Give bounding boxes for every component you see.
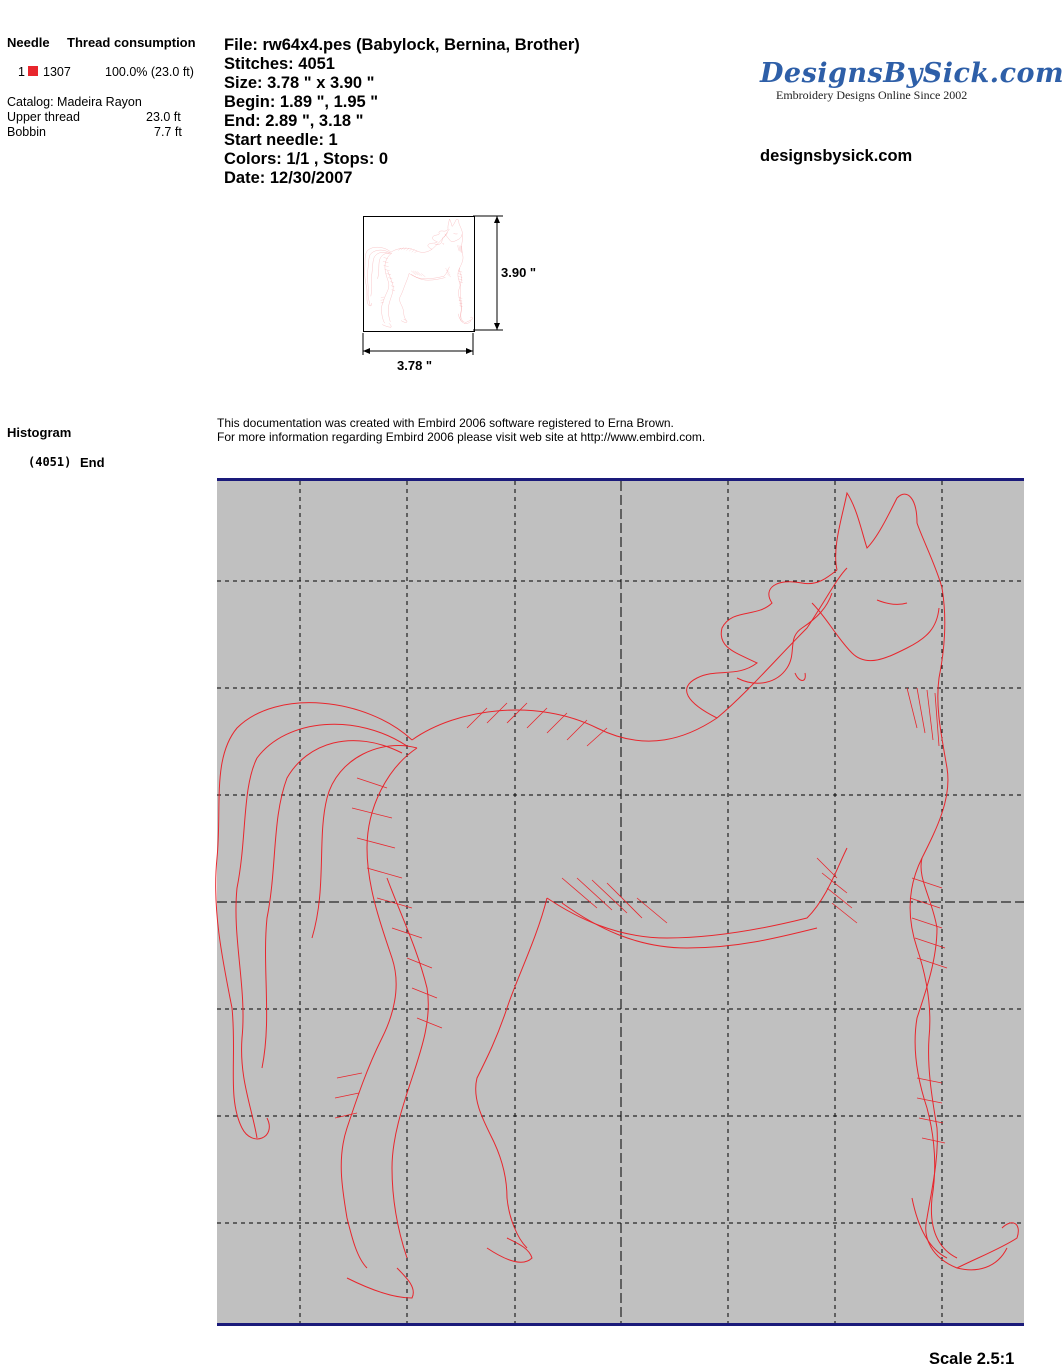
thread-code: 1307 bbox=[43, 65, 71, 79]
bobbin-label: Bobbin bbox=[7, 125, 46, 139]
needle-header: Needle bbox=[7, 35, 50, 50]
brand-tagline: Embroidery Designs Online Since 2002 bbox=[776, 88, 968, 102]
thread-color-swatch bbox=[28, 66, 38, 76]
website-label: designsbysick.com bbox=[760, 147, 913, 165]
brand-logo: DesignsBySick.com bbox=[760, 58, 1064, 89]
design-canvas bbox=[217, 478, 1024, 1326]
notice-line-2: For more information regarding Embird 2006 please visit web site at http://www.embird.com. bbox=[217, 430, 706, 444]
notice-line-1: This documentation was created with Embird 2006 software registered to Erna Brown. bbox=[217, 416, 674, 430]
stitches-line: Stitches: 4051 bbox=[224, 55, 335, 73]
scale-label: Scale 2.5:1 bbox=[929, 1350, 1015, 1368]
histogram-end: End bbox=[80, 455, 105, 470]
file-line: File: rw64x4.pes (Babylock, Bernina, Brother) bbox=[224, 36, 580, 54]
histogram-count: (4051) bbox=[28, 455, 72, 469]
dimension-lines bbox=[360, 213, 510, 358]
size-line: Size: 3.78 " x 3.90 " bbox=[224, 74, 375, 92]
width-dimension: 3.78 " bbox=[397, 358, 433, 373]
needle-number: 1 bbox=[18, 65, 25, 79]
horse-stitch-design bbox=[216, 493, 1019, 1298]
end-line: End: 2.89 ", 3.18 " bbox=[224, 112, 364, 130]
bobbin-value: 7.7 ft bbox=[154, 125, 182, 139]
date-line: Date: 12/30/2007 bbox=[224, 169, 353, 187]
catalog-label: Catalog: Madeira Rayon bbox=[7, 95, 142, 109]
software-notice bbox=[217, 416, 705, 444]
center-lines bbox=[217, 481, 1024, 1323]
design-info bbox=[224, 36, 580, 188]
histogram-title: Histogram bbox=[7, 425, 72, 440]
design-grid-and-stitches bbox=[217, 478, 1024, 1326]
begin-line: Begin: 1.89 ", 1.95 " bbox=[224, 93, 379, 111]
thread-percent: 100.0% (23.0 ft) bbox=[105, 65, 194, 79]
upper-thread-label: Upper thread bbox=[7, 110, 80, 124]
thread-consumption-header: Thread consumption bbox=[67, 35, 196, 50]
height-dimension: 3.90 " bbox=[501, 265, 537, 280]
start-needle-line: Start needle: 1 bbox=[224, 131, 338, 149]
upper-thread-value: 23.0 ft bbox=[146, 110, 181, 124]
colors-line: Colors: 1/1 , Stops: 0 bbox=[224, 150, 389, 168]
